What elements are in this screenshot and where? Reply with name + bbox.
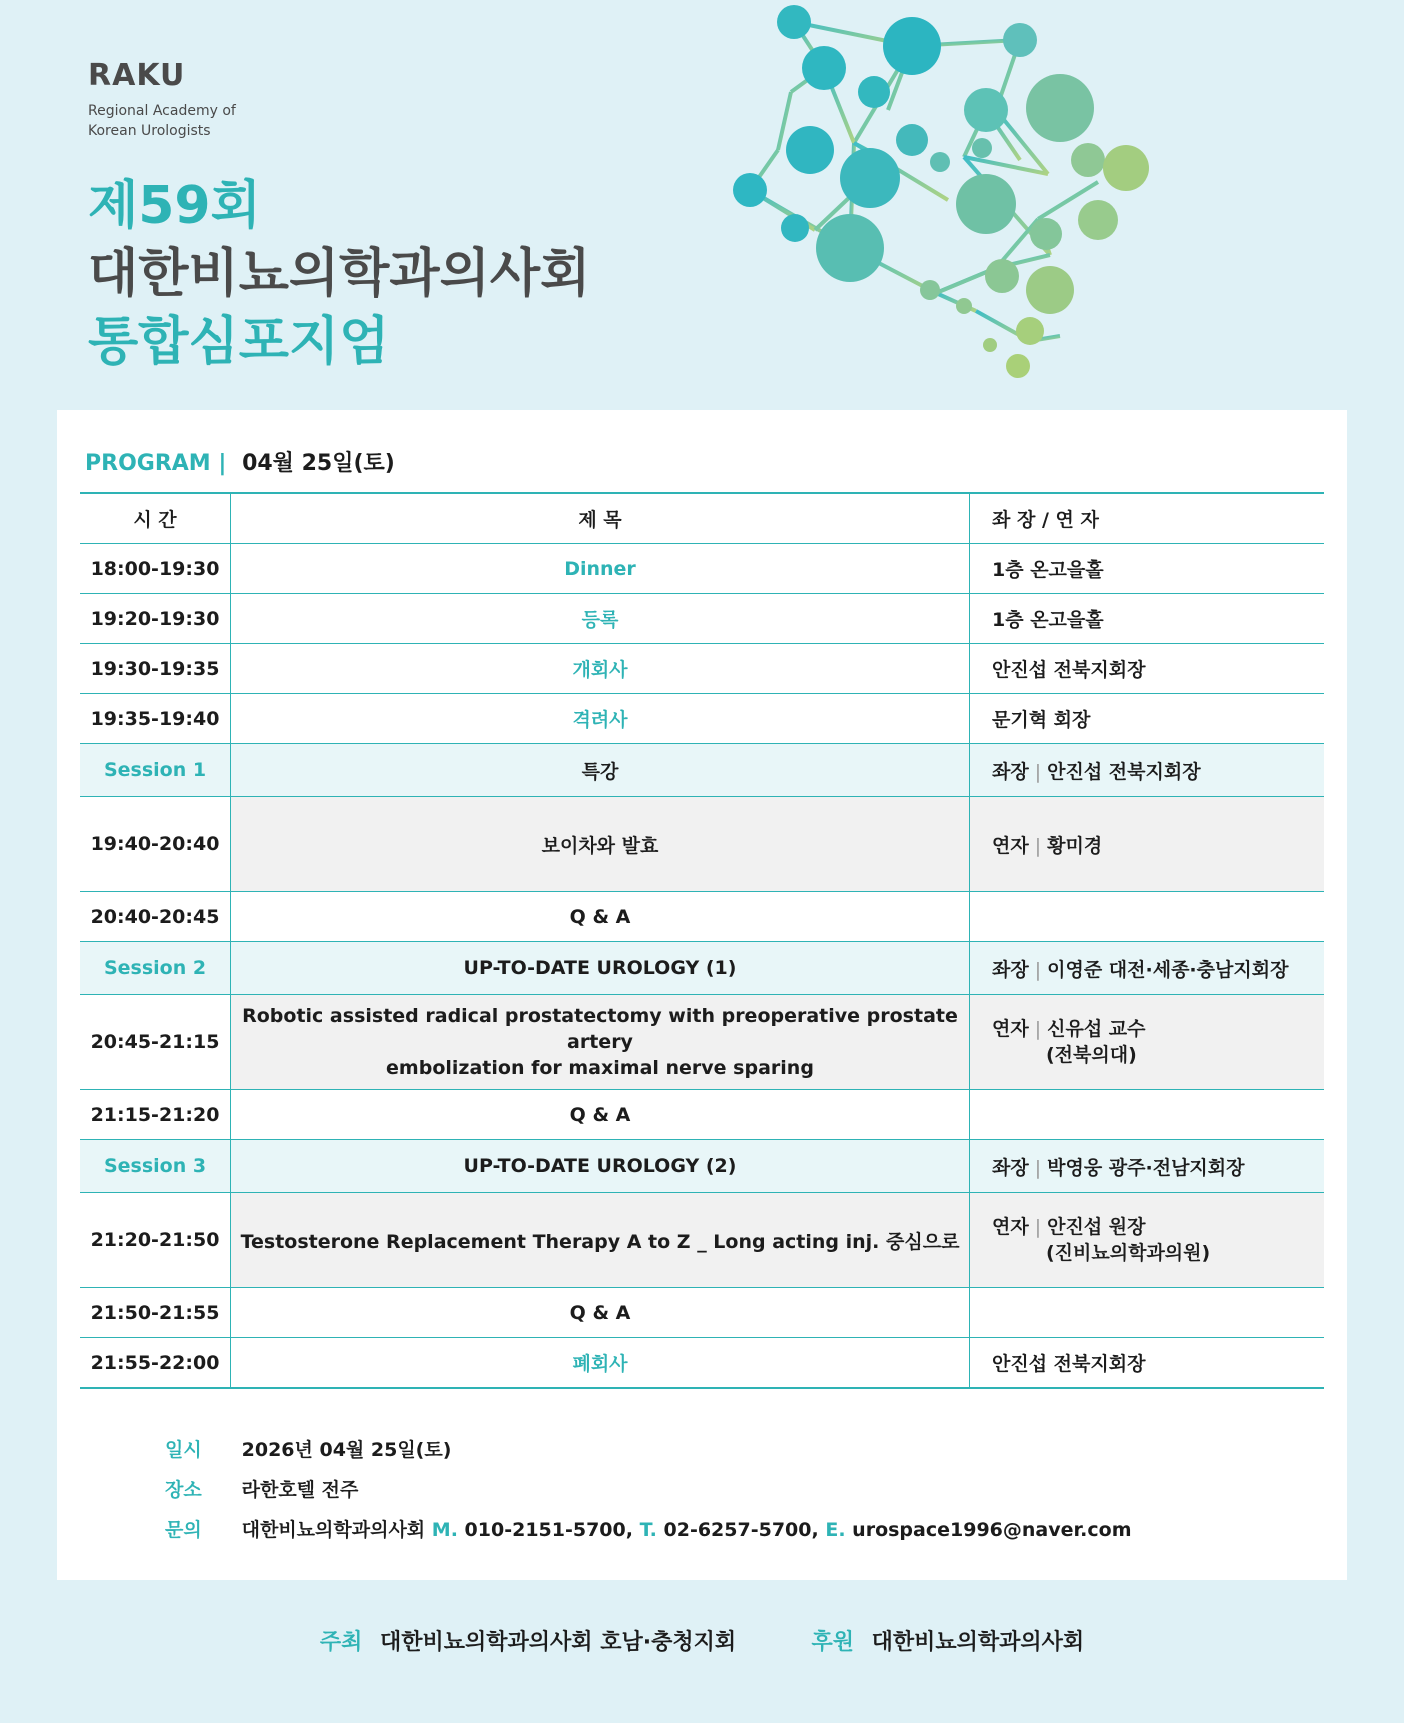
row-time: 18:00-19:30: [80, 544, 231, 594]
row-title: 보이차와 발효: [231, 797, 970, 892]
host-label: 주최: [319, 1630, 363, 1655]
program-table: [80, 492, 1324, 1389]
row-person: [970, 744, 1325, 797]
row-time: 21:55-22:00: [80, 1338, 231, 1389]
info-place-label: 장소: [165, 1479, 202, 1501]
table-row: [80, 1090, 1324, 1140]
program-card: [57, 410, 1347, 1580]
person-name: 박영웅 광주·전남지회장: [1047, 1156, 1245, 1179]
row-time: 19:30-19:35: [80, 644, 231, 694]
event-title-line2: 대한비뇨의학과의사회: [88, 244, 591, 304]
table-row: [80, 594, 1324, 644]
row-time: 21:50-21:55: [80, 1288, 231, 1338]
table-row: [80, 544, 1324, 594]
info-date-value: 2026년 04월 25일(토): [241, 1439, 452, 1461]
table-row: [80, 892, 1324, 942]
person-name: 안진섭 원장: [1047, 1216, 1146, 1238]
row-time: 19:20-19:30: [80, 594, 231, 644]
row-title: Dinner: [231, 544, 970, 594]
role-label: 연자: [992, 1216, 1029, 1238]
program-date: 04월 25일(토): [242, 451, 395, 476]
role-label: 연자: [992, 834, 1029, 857]
row-title: Q & A: [231, 1090, 970, 1140]
row-title: 격려사: [231, 694, 970, 744]
mobile-number: 010-2151-5700,: [464, 1519, 633, 1541]
row-title: 개회사: [231, 644, 970, 694]
session-label: Session 2: [80, 942, 231, 995]
person-affiliation: (진비뇨의학과의원): [1046, 1242, 1211, 1264]
org-name: RAKU: [88, 58, 186, 93]
person-affiliation: (전북의대): [1046, 1044, 1137, 1066]
table-row: [80, 1288, 1324, 1338]
row-title: 등록: [231, 594, 970, 644]
sponsor-label: 후원: [811, 1630, 854, 1655]
lecture-row: [80, 797, 1324, 892]
separator: |: [1034, 1216, 1042, 1238]
row-time: 21:15-21:20: [80, 1090, 231, 1140]
row-time: 20:45-21:15: [80, 995, 231, 1090]
role-label: 좌장: [992, 958, 1029, 981]
person-name: 이영준 대전·세종·충남지회장: [1047, 958, 1289, 981]
table-row: [80, 694, 1324, 744]
row-person: [970, 995, 1325, 1090]
session-row: [80, 1140, 1324, 1193]
row-title: [231, 995, 970, 1090]
footer: [0, 1625, 1404, 1656]
info-date-label: 일시: [165, 1439, 202, 1461]
row-title: Q & A: [231, 1288, 970, 1338]
table-row: [80, 1338, 1324, 1389]
host-value: 대한비뇨의학과의사회 호남·충청지회: [380, 1630, 737, 1655]
info-contact-label: 문의: [165, 1519, 202, 1541]
molecule-graphic: [700, 0, 1200, 390]
role-label: 좌장: [992, 1156, 1029, 1179]
row-person: [970, 1090, 1325, 1140]
row-person: [970, 1288, 1325, 1338]
row-title: UP-TO-DATE UROLOGY (1): [231, 942, 970, 995]
event-title: [88, 172, 590, 376]
row-person: 문기혁 회장: [970, 694, 1325, 744]
row-person: 1층 온고을홀: [970, 544, 1325, 594]
role-label: 좌장: [992, 760, 1029, 783]
info-date-row: [165, 1430, 1132, 1470]
role-label: 연자: [992, 1018, 1029, 1040]
row-title: UP-TO-DATE UROLOGY (2): [231, 1140, 970, 1193]
session-label: Session 3: [80, 1140, 231, 1193]
table-row: [80, 644, 1324, 694]
info-contact-org: 대한비뇨의학과의사회: [241, 1519, 426, 1541]
header-chair: 좌 장 / 연 자: [970, 493, 1325, 544]
row-person: [970, 942, 1325, 995]
row-person: [970, 892, 1325, 942]
header-title: 제 목: [231, 493, 970, 544]
event-title-line1: 제59회: [88, 176, 261, 236]
person-name: 황미경: [1047, 834, 1103, 857]
person-name: 안진섭 전북지회장: [1047, 760, 1201, 783]
header-time: 시 간: [80, 493, 231, 544]
lecture-row: [80, 1193, 1324, 1288]
lecture-row: [80, 995, 1324, 1090]
row-title: 특강: [231, 744, 970, 797]
separator: |: [1034, 834, 1042, 857]
separator: |: [1034, 1018, 1042, 1040]
session-row: [80, 744, 1324, 797]
row-title: Q & A: [231, 892, 970, 942]
row-person: 1층 온고을홀: [970, 594, 1325, 644]
row-title: Testosterone Replacement Therapy A to Z _ Long acting inj. 중심으로: [231, 1193, 970, 1288]
info-place-value: 라한호텔 전주: [241, 1479, 359, 1501]
row-person: [970, 797, 1325, 892]
phone-label: T.: [639, 1519, 657, 1541]
event-info: [165, 1430, 1132, 1550]
org-subtitle: [88, 101, 236, 141]
program-label: PROGRAM |: [85, 451, 227, 476]
email-address[interactable]: urospace1996@naver.com: [852, 1519, 1132, 1541]
program-heading: [85, 446, 395, 477]
separator: |: [1034, 1156, 1042, 1179]
phone-number: 02-6257-5700,: [663, 1519, 819, 1541]
org-subtitle-line2: Korean Urologists: [88, 123, 211, 139]
row-time: 19:35-19:40: [80, 694, 231, 744]
separator: |: [1034, 760, 1042, 783]
org-block: [88, 58, 236, 141]
event-title-line3: 통합심포지엄: [88, 312, 390, 372]
row-person: [970, 1140, 1325, 1193]
row-title-line2: embolization for maximal nerve sparing: [386, 1057, 814, 1079]
row-person: [970, 1193, 1325, 1288]
mobile-label: M.: [431, 1519, 458, 1541]
row-title-line1: Robotic assisted radical prostatectomy with preoperative prostate artery: [242, 1005, 958, 1053]
separator: |: [1034, 958, 1042, 981]
email-label: E.: [825, 1519, 846, 1541]
row-time: 19:40-20:40: [80, 797, 231, 892]
sponsor-value: 대한비뇨의학과의사회: [871, 1630, 1085, 1655]
session-row: [80, 942, 1324, 995]
table-header-row: [80, 493, 1324, 544]
row-person: 안진섭 전북지회장: [970, 644, 1325, 694]
row-person: 안진섭 전북지회장: [970, 1338, 1325, 1389]
row-title: 폐회사: [231, 1338, 970, 1389]
row-time: 20:40-20:45: [80, 892, 231, 942]
session-label: Session 1: [80, 744, 231, 797]
info-contact-row: [165, 1510, 1132, 1550]
org-subtitle-line1: Regional Academy of: [88, 103, 236, 119]
person-name: 신유섭 교수: [1047, 1018, 1146, 1040]
info-place-row: [165, 1470, 1132, 1510]
row-time: 21:20-21:50: [80, 1193, 231, 1288]
